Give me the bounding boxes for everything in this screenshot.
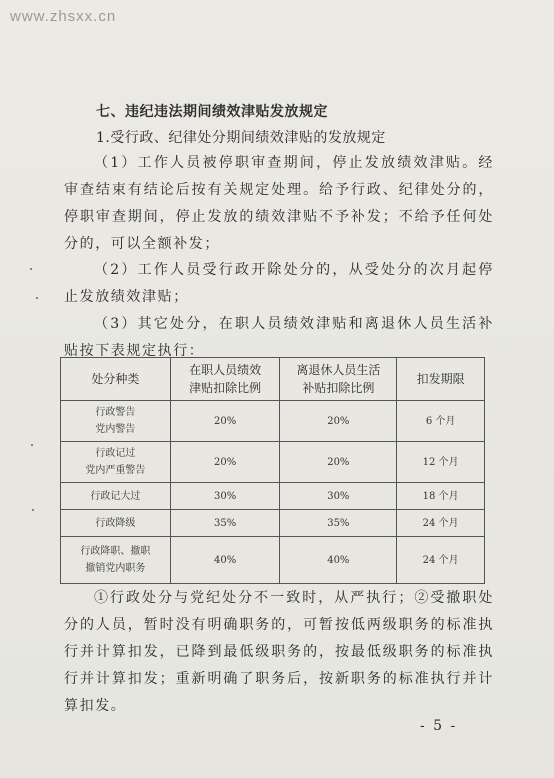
cell-line: 党内严重警告 bbox=[85, 465, 146, 476]
cell-period: 6 个月 bbox=[397, 401, 485, 442]
cell-type bbox=[61, 442, 171, 483]
scan-speck bbox=[30, 268, 32, 270]
paragraph-notes: ①行政处分与党纪处分不一致时，从严执行；②受撤职处分的人员，暂时没有明确职务的，可暂按低两级职务的标准执行并计算扣发，已降到最低级职务的，按最低级职务的标准执行并计算扣发；重新明确了职务后，按新职务的标准执行并计算扣发。 bbox=[64, 590, 494, 714]
cell-type bbox=[61, 510, 171, 537]
cell-period: 18 个月 bbox=[397, 483, 485, 510]
header-line: 扣发期限 bbox=[416, 372, 465, 386]
header-line: 津贴扣除比例 bbox=[189, 381, 262, 395]
table-row bbox=[61, 401, 485, 442]
table-row bbox=[61, 483, 485, 510]
watermark: www.zhsxx.cn bbox=[10, 8, 117, 25]
scan-speck bbox=[31, 444, 33, 446]
subsection-heading: 1.受行政、纪律处分期间绩效津贴的发放规定 bbox=[96, 130, 386, 146]
table-header-type bbox=[61, 358, 171, 401]
cell-type bbox=[61, 537, 171, 584]
cell-staff: 30% bbox=[170, 483, 280, 510]
deduction-table bbox=[60, 357, 485, 584]
table-header-row bbox=[61, 358, 485, 401]
paragraph-1: （1）工作人员被停职审查期间，停止发放绩效津贴。经审查结束有结论后按有关规定处理。给予行政、纪律处分的，停职审查期间，停止发放的绩效津贴不予补发；不给予任何处分的，可以全额补发； bbox=[64, 155, 494, 252]
paragraph-2: （2）工作人员受行政开除处分的，从受处分的次月起停止发放绩效津贴； bbox=[64, 262, 494, 305]
cell-line: 撤销党内职务 bbox=[85, 563, 146, 574]
cell-period: 24 个月 bbox=[397, 510, 485, 537]
cell-retired: 20% bbox=[280, 442, 397, 483]
cell-line: 行政降级 bbox=[95, 517, 136, 529]
header-line: 离退休人员生活 bbox=[296, 363, 381, 377]
cell-line: 党内警告 bbox=[95, 424, 136, 435]
header-line: 补贴扣除比例 bbox=[302, 381, 375, 395]
table-header-staff bbox=[170, 358, 280, 401]
cell-line: 行政记过 bbox=[95, 448, 136, 459]
cell-period: 12 个月 bbox=[397, 442, 485, 483]
cell-staff: 40% bbox=[170, 537, 280, 584]
cell-retired: 35% bbox=[280, 510, 397, 537]
cell-line: 行政降职、撤职 bbox=[80, 546, 151, 557]
scan-speck bbox=[32, 509, 34, 511]
cell-retired: 40% bbox=[280, 537, 397, 584]
cell-line: 行政警告 bbox=[95, 407, 136, 418]
table-row bbox=[61, 442, 485, 483]
page-number: - 5 - bbox=[420, 718, 458, 734]
cell-retired: 30% bbox=[280, 483, 397, 510]
table-row bbox=[61, 537, 485, 584]
cell-staff: 35% bbox=[170, 510, 280, 537]
cell-staff: 20% bbox=[170, 442, 280, 483]
table-row bbox=[61, 510, 485, 537]
header-line: 在职人员绩效 bbox=[189, 363, 262, 377]
cell-period: 24 个月 bbox=[397, 537, 485, 584]
table-header-retired bbox=[280, 358, 397, 401]
scan-speck bbox=[36, 297, 38, 299]
paragraph-3: （3）其它处分，在职人员绩效津贴和离退休人员生活补贴按下表规定执行： bbox=[64, 316, 494, 359]
cell-type bbox=[61, 401, 171, 442]
header-line: 处分种类 bbox=[91, 372, 140, 386]
cell-retired: 20% bbox=[280, 401, 397, 442]
section-heading: 七、违纪违法期间绩效津贴发放规定 bbox=[96, 104, 328, 120]
cell-type bbox=[61, 483, 171, 510]
cell-line: 行政记大过 bbox=[90, 490, 141, 502]
cell-staff: 20% bbox=[170, 401, 280, 442]
table-header-period bbox=[397, 358, 485, 401]
